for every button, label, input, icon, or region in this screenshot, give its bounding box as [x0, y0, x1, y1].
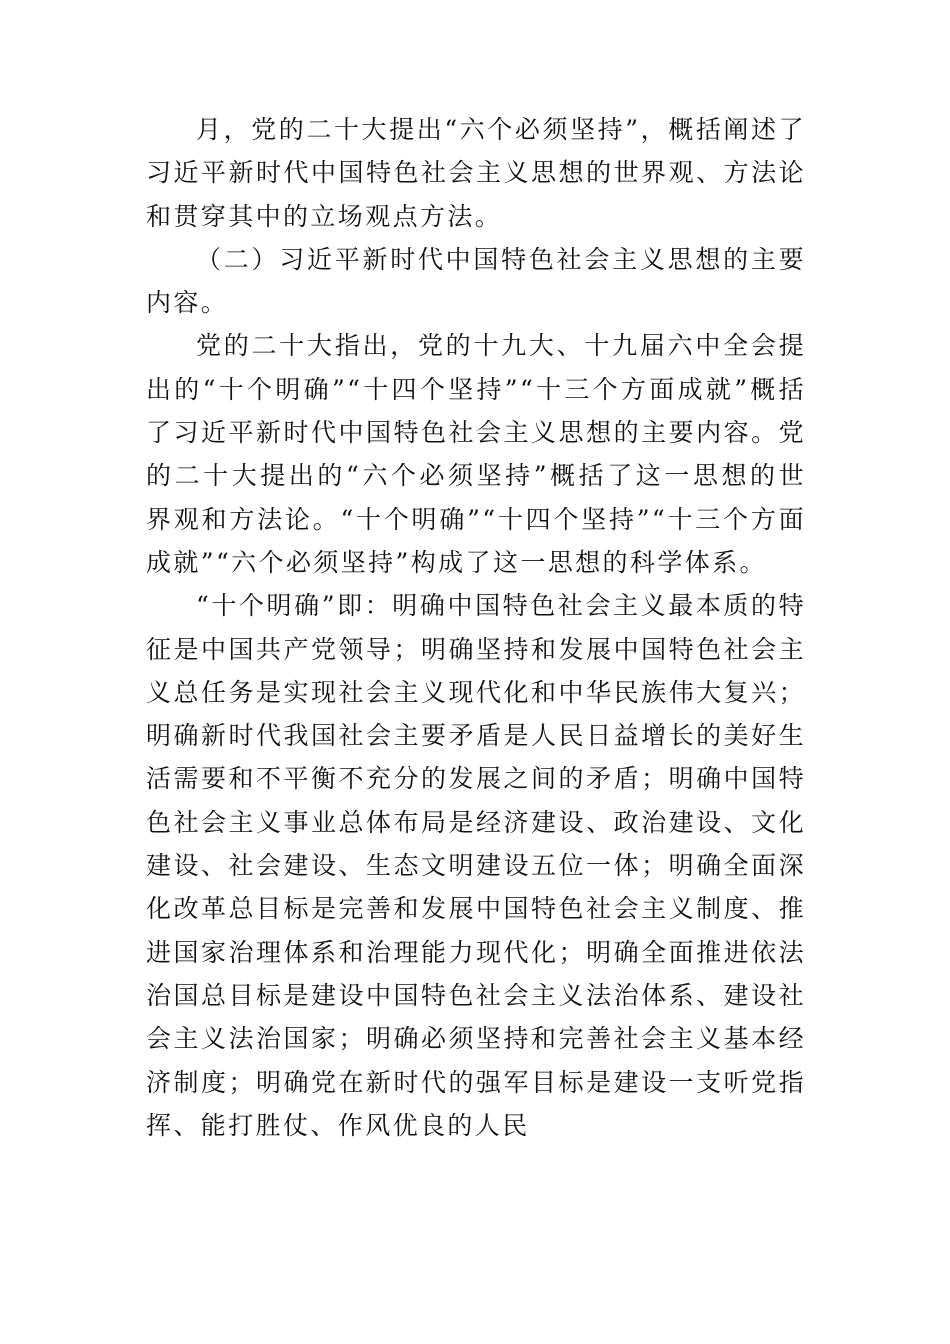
paragraph-summary: 党的二十大指出，党的十九大、十九届六中全会提出的“十个明确”“十四个坚持”“十三个方面成就”概括了习近平新时代中国特色社会主义思想的主要内容。党的二十大提出的“六个必须坚持”概括了这一思想的世界观和方法论。“十个明确”“十四个坚持”“十三个方面成就”“六个必须坚持”构成了这一思想的科学体系。 [146, 331, 806, 577]
paragraph-ten-clarifications: “十个明确”即：明确中国特色社会主义最本质的特征是中国共产党领导；明确坚持和发展中国特色社会主义总任务是实现社会主义现代化和中华民族伟大复兴；明确新时代我国社会主要矛盾是人民日益增长的美好生活需要和不平衡不充分的发展之间的矛盾；明确中国特色社会主义事业总体布局是经济建设、政治建设、文化建设、社会建设、生态文明建设五位一体；明确全面深化改革总目标是完善和发展中国特色社会主义制度、推进国家治理体系和治理能力现代化；明确全面推进依法治国总目标是建设中国特色社会主义法治体系、建设社会主义法治国家；明确必须坚持和完善社会主义基本经济制度；明确党在新时代的强军目标是建设一支听党指挥、能打胜仗、作风优良的人民 [146, 591, 806, 1140]
section-heading: （二）习近平新时代中国特色社会主义思想的主要内容。 [146, 244, 806, 318]
document-body [146, 108, 806, 1147]
paragraph-continuation: 月，党的二十大提出“六个必须坚持”，概括阐述了习近平新时代中国特色社会主义思想的世界观、方法论和贯穿其中的立场观点方法。 [146, 115, 806, 231]
